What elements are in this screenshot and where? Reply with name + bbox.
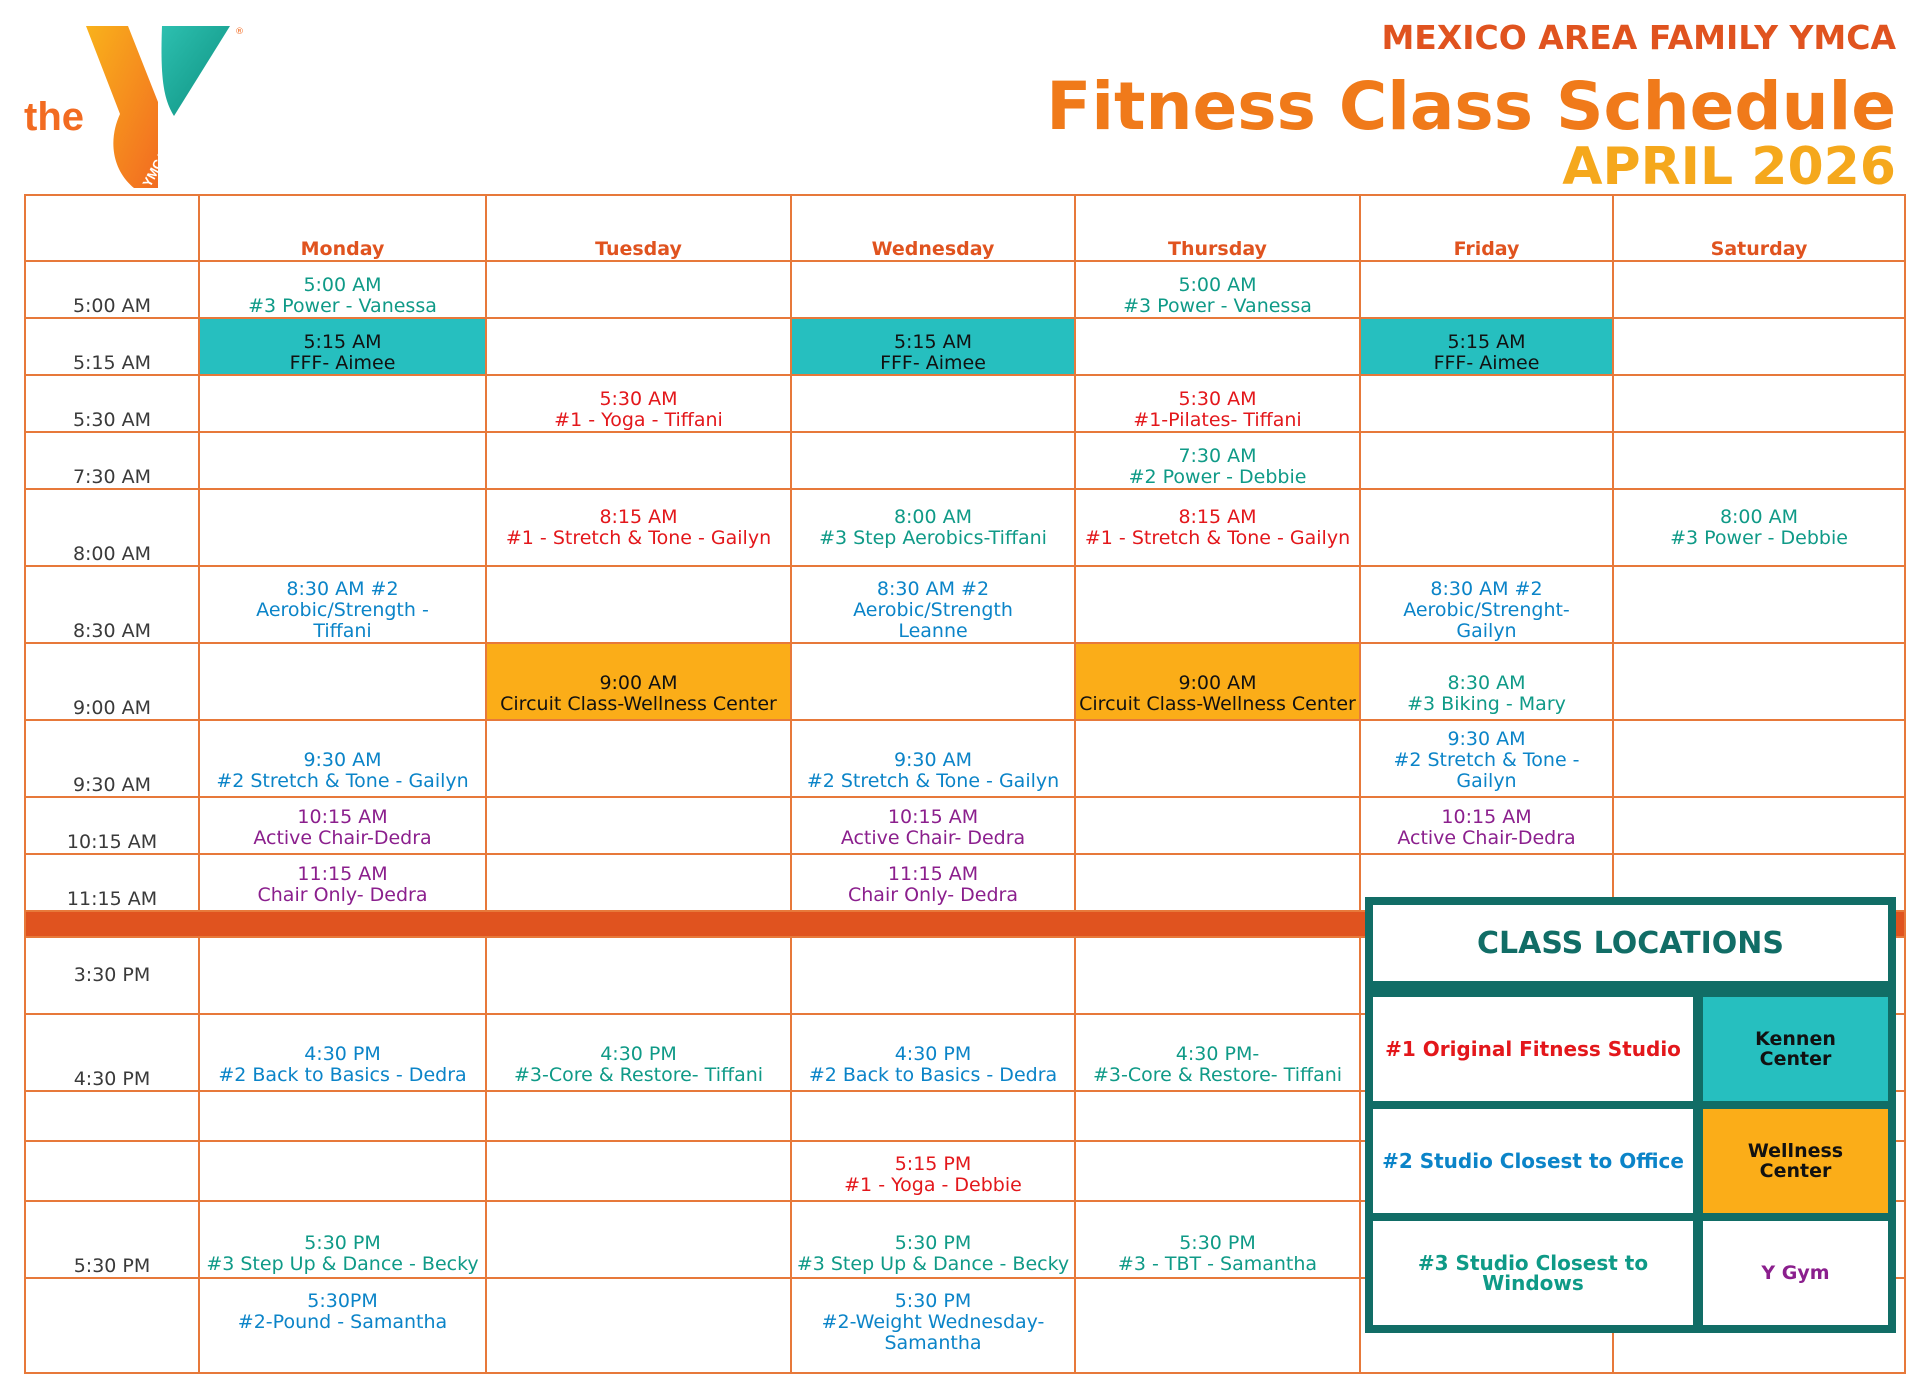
empty-cell bbox=[199, 375, 486, 432]
time-label: 5:15 AM bbox=[25, 318, 199, 375]
table-row bbox=[25, 489, 1905, 566]
class-name: Active Chair-Dedra bbox=[1397, 827, 1576, 849]
legend-title: CLASS LOCATIONS bbox=[1373, 905, 1888, 981]
class-time: 5:30 PM bbox=[894, 1232, 972, 1254]
table-row bbox=[25, 375, 1905, 432]
empty-cell bbox=[486, 1091, 791, 1141]
class-time: 5:15 AM bbox=[893, 331, 973, 353]
class-name: #1-Pilates- Tiffani bbox=[1133, 409, 1302, 431]
empty-cell bbox=[486, 432, 791, 489]
class-time: 5:00 AM bbox=[1178, 274, 1257, 296]
class-line: Samantha bbox=[884, 1332, 982, 1354]
class-time: 4:30 PM bbox=[894, 1043, 972, 1065]
class-name: #3 Biking - Mary bbox=[1407, 693, 1566, 715]
class-name: #2 Stretch & Tone - Gailyn bbox=[1393, 749, 1580, 792]
svg-text:®: ® bbox=[235, 27, 244, 37]
class-time: 5:30 PM bbox=[1179, 1232, 1256, 1254]
class-line: Leanne bbox=[898, 620, 968, 642]
class-time: 5:15 AM bbox=[1447, 331, 1526, 353]
class-time: 4:30 PM bbox=[304, 1043, 381, 1065]
class-cell bbox=[199, 1201, 486, 1278]
class-name: #3 Step Up & Dance - Becky bbox=[206, 1253, 479, 1275]
class-line: 8:30 AM #2 bbox=[286, 578, 399, 600]
class-cell bbox=[199, 1014, 486, 1091]
table-row bbox=[25, 720, 1905, 797]
time-label: 5:30 PM bbox=[25, 1201, 199, 1278]
table-row bbox=[25, 432, 1905, 489]
legend-place-kennen: Kennen Center bbox=[1703, 997, 1888, 1101]
day-header-row bbox=[25, 195, 1905, 261]
class-cell bbox=[199, 318, 486, 375]
class-time: 9:00 AM bbox=[1178, 672, 1257, 694]
empty-cell bbox=[199, 937, 486, 1014]
class-cell bbox=[1075, 489, 1360, 566]
legend-studio-2: #2 Studio Closest to Office bbox=[1373, 1109, 1693, 1213]
time-label bbox=[25, 1091, 199, 1141]
class-locations-legend bbox=[1365, 897, 1896, 1333]
empty-cell bbox=[486, 566, 791, 643]
empty-cell bbox=[1075, 720, 1360, 797]
class-name: #2 Stretch & Tone - Gailyn bbox=[806, 770, 1060, 792]
class-cell bbox=[791, 1201, 1075, 1278]
class-time: 4:30 PM bbox=[600, 1043, 677, 1065]
empty-cell bbox=[1613, 566, 1905, 643]
class-cell bbox=[486, 1014, 791, 1091]
legend-place-ygym: Y Gym bbox=[1703, 1221, 1888, 1325]
class-cell bbox=[791, 1278, 1075, 1373]
logo-sub: YMCA bbox=[139, 148, 171, 190]
time-label: 8:30 AM bbox=[25, 566, 199, 643]
class-time: 5:00 AM bbox=[303, 274, 382, 296]
class-cell bbox=[1075, 432, 1360, 489]
page-title: Fitness Class Schedule bbox=[1046, 68, 1896, 145]
day-tuesday: Tuesday bbox=[486, 195, 791, 261]
empty-cell bbox=[486, 1278, 791, 1373]
empty-cell bbox=[1613, 432, 1905, 489]
legend-place-wellness: Wellness Center bbox=[1703, 1109, 1888, 1213]
class-time: 5:15 PM bbox=[894, 1153, 972, 1175]
class-name: #3-Core & Restore- Tiffani bbox=[513, 1064, 764, 1086]
schedule-month: APRIL 2026 bbox=[1562, 137, 1896, 197]
class-cell bbox=[199, 720, 486, 797]
empty-cell bbox=[199, 432, 486, 489]
table-row bbox=[25, 643, 1905, 720]
class-time: 8:30 AM bbox=[1447, 672, 1526, 694]
corner-cell bbox=[25, 195, 199, 261]
class-line: Tiffani bbox=[313, 620, 372, 642]
empty-cell bbox=[486, 261, 791, 318]
table-row bbox=[25, 566, 1905, 643]
org-name: MEXICO AREA FAMILY YMCA bbox=[1381, 18, 1896, 57]
class-name: #3-Core & Restore- Tiffani bbox=[1092, 1064, 1343, 1086]
class-name: #1 - Stretch & Tone - Gailyn bbox=[1084, 526, 1351, 549]
class-cell bbox=[486, 489, 791, 566]
class-name: FFF- Aimee bbox=[1433, 352, 1540, 374]
class-time: 9:00 AM bbox=[599, 672, 678, 694]
empty-cell bbox=[486, 1141, 791, 1201]
empty-cell bbox=[486, 937, 791, 1014]
class-time: 8:00 AM bbox=[1719, 505, 1799, 528]
empty-cell bbox=[1613, 375, 1905, 432]
time-label: 5:00 AM bbox=[25, 261, 199, 318]
empty-cell bbox=[1075, 566, 1360, 643]
class-time: 5:30 PM bbox=[304, 1232, 381, 1254]
class-time: 7:30 AM bbox=[1178, 445, 1257, 467]
empty-cell bbox=[1360, 489, 1613, 566]
class-name: Active Chair-Dedra bbox=[253, 827, 432, 849]
class-cell bbox=[1360, 797, 1613, 854]
class-name: #2-Pound - Samantha bbox=[237, 1311, 448, 1333]
empty-cell bbox=[486, 1201, 791, 1278]
class-cell bbox=[1075, 1014, 1360, 1091]
class-name: Chair Only- Dedra bbox=[848, 884, 1018, 906]
class-line: Gailyn bbox=[1456, 620, 1517, 642]
class-cell bbox=[199, 854, 486, 911]
time-label: 7:30 AM bbox=[25, 432, 199, 489]
time-label: 10:15 AM bbox=[25, 797, 199, 854]
class-cell bbox=[791, 1014, 1075, 1091]
class-name: FFF- Aimee bbox=[289, 352, 396, 374]
class-cell bbox=[1360, 643, 1613, 720]
class-cell bbox=[486, 643, 791, 720]
class-line: #2-Weight Wednesday- bbox=[821, 1311, 1045, 1333]
class-cell bbox=[791, 1141, 1075, 1201]
class-name: #2 Stretch & Tone - Gailyn bbox=[216, 770, 469, 792]
empty-cell bbox=[1613, 797, 1905, 854]
empty-cell bbox=[1075, 854, 1360, 911]
legend-studio-3: #3 Studio Closest to Windows bbox=[1373, 1221, 1693, 1325]
class-name: #2 Power - Debbie bbox=[1128, 466, 1307, 488]
class-name: #2 Back to Basics - Dedra bbox=[808, 1064, 1058, 1086]
time-label bbox=[25, 1141, 199, 1201]
class-time: 9:30 AM bbox=[303, 749, 382, 771]
empty-cell bbox=[1613, 720, 1905, 797]
class-name: Circuit Class-Wellness Center bbox=[500, 693, 777, 715]
time-label bbox=[25, 1278, 199, 1373]
empty-cell bbox=[486, 854, 791, 911]
class-name: #2 Back to Basics - Dedra bbox=[218, 1064, 467, 1086]
legend-studio-1: #1 Original Fitness Studio bbox=[1373, 997, 1693, 1101]
empty-cell bbox=[1075, 318, 1360, 375]
empty-cell bbox=[486, 318, 791, 375]
class-time: 5:30 AM bbox=[1178, 388, 1257, 410]
class-time: 5:30PM bbox=[307, 1290, 378, 1312]
class-cell bbox=[1075, 643, 1360, 720]
empty-cell bbox=[486, 797, 791, 854]
class-cell bbox=[199, 566, 486, 643]
class-name: #3 - TBT - Samantha bbox=[1117, 1253, 1318, 1275]
class-name: Circuit Class-Wellness Center bbox=[1079, 693, 1356, 715]
class-cell bbox=[1360, 318, 1613, 375]
class-time: 8:00 AM bbox=[893, 505, 973, 528]
time-label: 3:30 PM bbox=[25, 937, 199, 1014]
empty-cell bbox=[791, 375, 1075, 432]
class-cell bbox=[1075, 1201, 1360, 1278]
class-cell bbox=[1075, 261, 1360, 318]
empty-cell bbox=[1075, 1091, 1360, 1141]
empty-cell bbox=[1075, 1278, 1360, 1373]
empty-cell bbox=[1613, 261, 1905, 318]
class-cell bbox=[1360, 720, 1613, 797]
empty-cell bbox=[1075, 797, 1360, 854]
time-label: 8:00 AM bbox=[25, 489, 199, 566]
class-line: 8:30 AM #2 bbox=[1430, 578, 1543, 600]
class-cell bbox=[199, 797, 486, 854]
time-label: 4:30 PM bbox=[25, 1014, 199, 1091]
class-time: 4:30 PM- bbox=[1175, 1043, 1260, 1065]
empty-cell bbox=[1075, 1141, 1360, 1201]
class-cell bbox=[791, 854, 1075, 911]
table-row bbox=[25, 261, 1905, 318]
table-row bbox=[25, 318, 1905, 375]
empty-cell bbox=[199, 1141, 486, 1201]
empty-cell bbox=[199, 643, 486, 720]
class-cell bbox=[486, 375, 791, 432]
class-time: 11:15 AM bbox=[297, 863, 388, 885]
empty-cell bbox=[486, 720, 791, 797]
empty-cell bbox=[791, 643, 1075, 720]
empty-cell bbox=[1360, 375, 1613, 432]
time-label: 5:30 AM bbox=[25, 375, 199, 432]
class-name: #3 Step Aerobics-Tiffani bbox=[819, 526, 1047, 549]
class-name: FFF- Aimee bbox=[880, 352, 986, 374]
day-saturday: Saturday bbox=[1613, 195, 1905, 261]
class-time: 10:15 AM bbox=[297, 806, 388, 828]
class-time: 9:30 AM bbox=[1447, 728, 1526, 750]
class-name: #1 - Stretch & Tone - Gailyn bbox=[505, 526, 772, 549]
class-name: #1 - Yoga - Debbie bbox=[844, 1174, 1022, 1196]
class-cell bbox=[791, 797, 1075, 854]
class-time: 5:15 AM bbox=[303, 331, 382, 353]
class-line: Aerobic/Strength - bbox=[256, 599, 429, 621]
empty-cell bbox=[791, 937, 1075, 1014]
empty-cell bbox=[199, 1091, 486, 1141]
class-cell bbox=[199, 1278, 486, 1373]
empty-cell bbox=[1360, 432, 1613, 489]
class-time: 10:15 AM bbox=[1441, 806, 1532, 828]
class-time: 8:15 AM bbox=[599, 505, 678, 528]
class-cell bbox=[1075, 375, 1360, 432]
day-friday: Friday bbox=[1360, 195, 1613, 261]
class-name: #3 Power - Debbie bbox=[1670, 526, 1848, 549]
class-time: 8:15 AM bbox=[1178, 505, 1257, 528]
empty-cell bbox=[1075, 937, 1360, 1014]
time-label: 9:00 AM bbox=[25, 643, 199, 720]
class-time: 11:15 AM bbox=[887, 863, 979, 885]
empty-cell bbox=[791, 261, 1075, 318]
ymca-logo bbox=[24, 20, 254, 200]
class-cell bbox=[1360, 566, 1613, 643]
empty-cell bbox=[1613, 643, 1905, 720]
empty-cell bbox=[1360, 261, 1613, 318]
class-line: 8:30 AM #2 bbox=[876, 578, 990, 600]
class-name: Active Chair- Dedra bbox=[840, 827, 1026, 849]
class-line: Aerobic/Strenght- bbox=[1403, 599, 1570, 621]
day-thursday: Thursday bbox=[1075, 195, 1360, 261]
class-cell bbox=[199, 261, 486, 318]
time-label: 9:30 AM bbox=[25, 720, 199, 797]
day-monday: Monday bbox=[199, 195, 486, 261]
logo-text: the bbox=[24, 95, 84, 139]
empty-cell bbox=[791, 1091, 1075, 1141]
time-label: 11:15 AM bbox=[25, 854, 199, 911]
class-cell bbox=[791, 489, 1075, 566]
table-row bbox=[25, 797, 1905, 854]
day-wednesday: Wednesday bbox=[791, 195, 1075, 261]
class-name: #3 Power - Vanessa bbox=[1123, 295, 1312, 317]
class-name: #3 Step Up & Dance - Becky bbox=[796, 1253, 1070, 1275]
class-time: 9:30 AM bbox=[893, 749, 973, 771]
class-line: 5:30 PM bbox=[894, 1290, 972, 1312]
class-cell bbox=[791, 566, 1075, 643]
class-cell bbox=[791, 720, 1075, 797]
empty-cell bbox=[791, 432, 1075, 489]
class-name: #1 - Yoga - Tiffani bbox=[554, 409, 723, 431]
empty-cell bbox=[1613, 318, 1905, 375]
class-name: #3 Power - Vanessa bbox=[248, 295, 437, 317]
empty-cell bbox=[199, 489, 486, 566]
class-cell bbox=[1613, 489, 1905, 566]
class-name: Chair Only- Dedra bbox=[257, 884, 428, 906]
class-time: 10:15 AM bbox=[887, 806, 979, 828]
class-time: 5:30 AM bbox=[599, 388, 678, 410]
class-cell bbox=[791, 318, 1075, 375]
class-line: Aerobic/Strength bbox=[853, 599, 1013, 621]
